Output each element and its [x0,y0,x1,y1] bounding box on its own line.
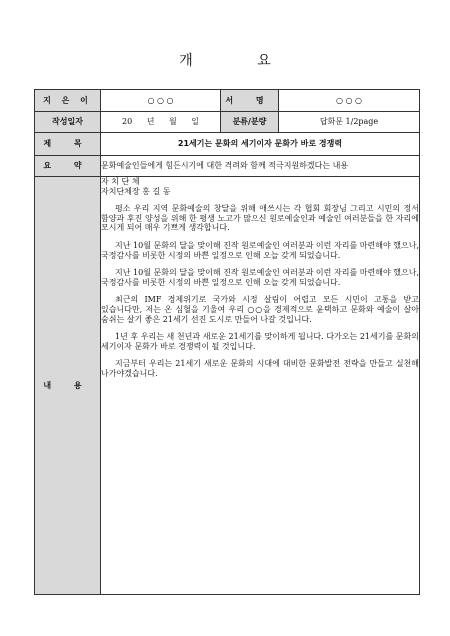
content-label: 내 용 [35,177,101,595]
author-value: ○ ○ ○ [101,90,221,112]
body-paragraph: 최근의 IMF 경제위기로 국가와 시정 살림이 어렵고 모든 시민이 고통을 받고 있습니다만, 저는 온 심혈을 기울여 우리 ○○을 경제적으로 윤택하고 문화와 예술이 살아 숨쉬는 살기 좋은 21세기 선진 도시로 만들어 나갈 것입니다. [101,295,419,324]
body-paragraph: 지난 10월 문화의 달을 맞이해 진작 원로예술인 여러분과 이런 자리를 마련해야 했으나, 국정감사를 비롯한 시정의 바쁜 일정으로 인해 오늘 갖게 되었습니다. [101,268,419,287]
sign-label: 서 명 [221,90,279,112]
summary-label: 요 약 [35,156,101,177]
author-label: 지 은 이 [35,90,101,112]
org-head-line: 자치단체장 홍 길 동 [101,186,171,196]
category-value: 답화문 1/2page [279,112,420,133]
body-paragraph: 지난 10월 문화의 달을 맞이해 진작 원로예술인 여러분과 이런 자리를 마련해야 했으나, 국정감사를 비롯한 시정의 바쁜 일정으로 인해 오늘 갖게 되었습니다. [101,240,419,260]
content-row [35,177,420,595]
summary-form-table [34,89,420,595]
org-line: 자 치 단 체 [101,177,140,186]
body-paragraph: 평소 우리 지역 문화예술의 창달을 위해 애쓰시는 각 협회 회장님 그리고 시민의 정서 함양과 후진 양성을 위해 한 평생 노고가 많으신 원로예술인과 예술인 여러분들을 한 자리에 모시게 되어 매우 기쁘게 생각합니다. [101,204,419,233]
category-label: 분류/분량 [221,112,279,133]
page-title: 개 요 [179,53,301,69]
summary-row [35,156,420,177]
date-value: 20 년 월 일 [101,112,221,133]
subject-label: 제 목 [35,133,101,156]
body-paragraph: 지금부터 우리는 21세기 새로운 문화의 시대에 대비한 문화발전 전략을 만들고 실천해 나가야겠습니다. [101,359,419,378]
author-row [35,90,420,112]
subject-row [35,133,420,156]
sign-value: ○ ○ ○ [279,90,420,112]
date-row [35,112,420,133]
subject-value: 21세기는 문화의 세기이자 문화가 바로 경쟁력 [101,133,420,156]
summary-value: 문화예술인들에게 힘든시기에 대한 격려와 함께 적극지원하겠다는 내용 [101,156,420,177]
date-label: 작성일자 [35,112,101,133]
body-paragraph: 1년 후 우리는 새 천년과 새로운 21세기를 맞이하게 됩니다. 다가오는 21세기를 문화의 세기이자 문화가 바로 경쟁력이 될 것입니다. [101,332,419,351]
content-body [101,177,420,595]
